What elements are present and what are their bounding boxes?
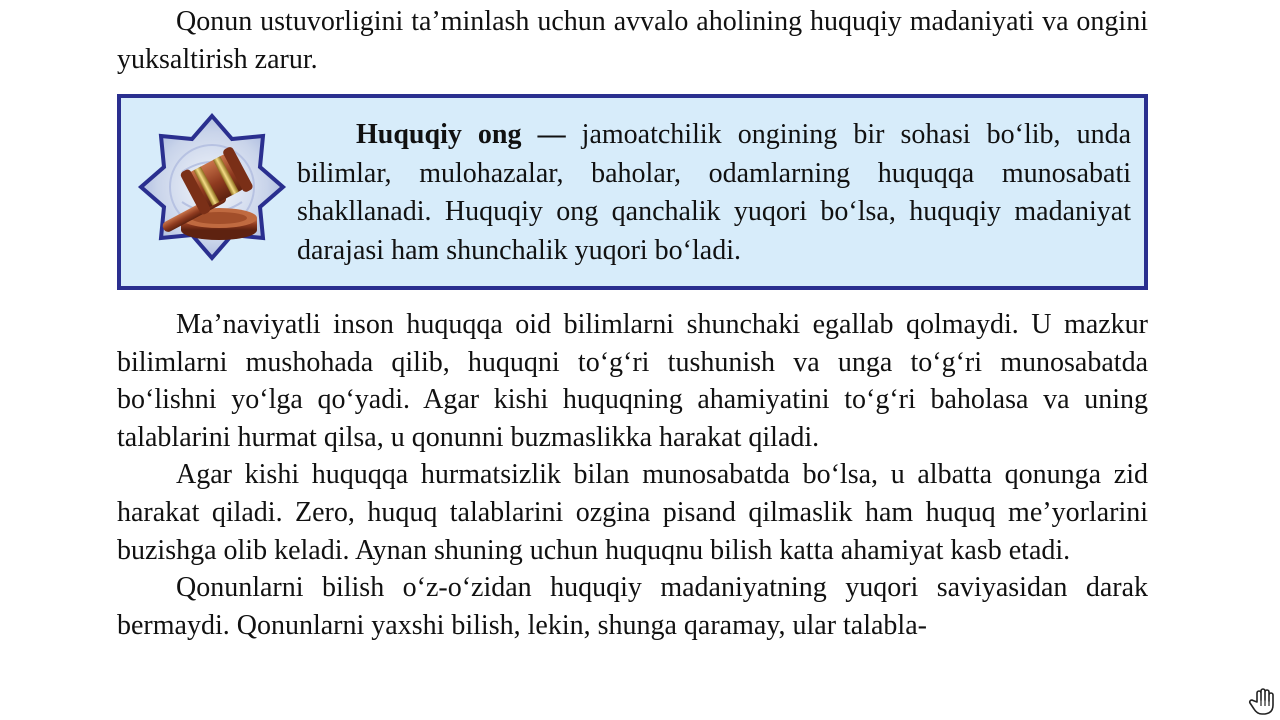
paragraph: Ma’naviyatli inson huquqqa oid bilimlarni shunchaki egallab qolmaydi. U mazkur bilimlarni mushohada qilib, huquqni to‘g‘ri tushunish va unga to‘g‘ri munosabatda bo‘lishni yo‘lga qo‘yadi. Agar kishi huquqning ahamiyatini to‘g‘ri baholasa va uning talablarini hurmat qilsa, u qonunni buzmaslikka harakat qiladi. [117,309,1148,453]
definition-term: Huquqiy ong [356,119,522,150]
definition-dash: — [521,119,582,150]
body-text [117,306,1148,644]
paragraph: Qonunlarni bilish o‘z-o‘zidan huquqiy madaniyatning yuqori saviyasidan darak bermaydi. Qonunlarni yaxshi bilish, lekin, shunga qaramay, ular talabla- [117,572,1148,641]
definition-body: jamoatchilik ongining bir sohasi bo‘lib, unda bilimlar, mulohazalar, baholar, odamlarning huquqqa munosabati shakllanadi. Huquqiy ong qanchalik yuqori bo‘lsa, huquqiy madaniyat darajasi ham shunchalik yuqori bo‘ladi. [297,119,1132,266]
paragraph-intro: Qonun ustuvorligini ta’minlash uchun avvalo aholining huquqiy madaniyati va ongini yuksaltirish zarur. [117,6,1148,75]
definition-box [117,94,1148,290]
paragraph: Agar kishi huquqqa hurmatsizlik bilan munosabatda bo‘lsa, u albatta qonunga zid harakat qiladi. Zero, huquq talablarini ozgina pisand qilmaslik ham huquq me’yorlarini buzishga olib keladi. Aynan shuning uchun huquqnu bilish katta ahamiyat kasb etadi. [117,459,1148,566]
hand-cursor-icon [1248,686,1278,716]
definition-text [297,116,1131,270]
gavel-icon [137,112,287,262]
